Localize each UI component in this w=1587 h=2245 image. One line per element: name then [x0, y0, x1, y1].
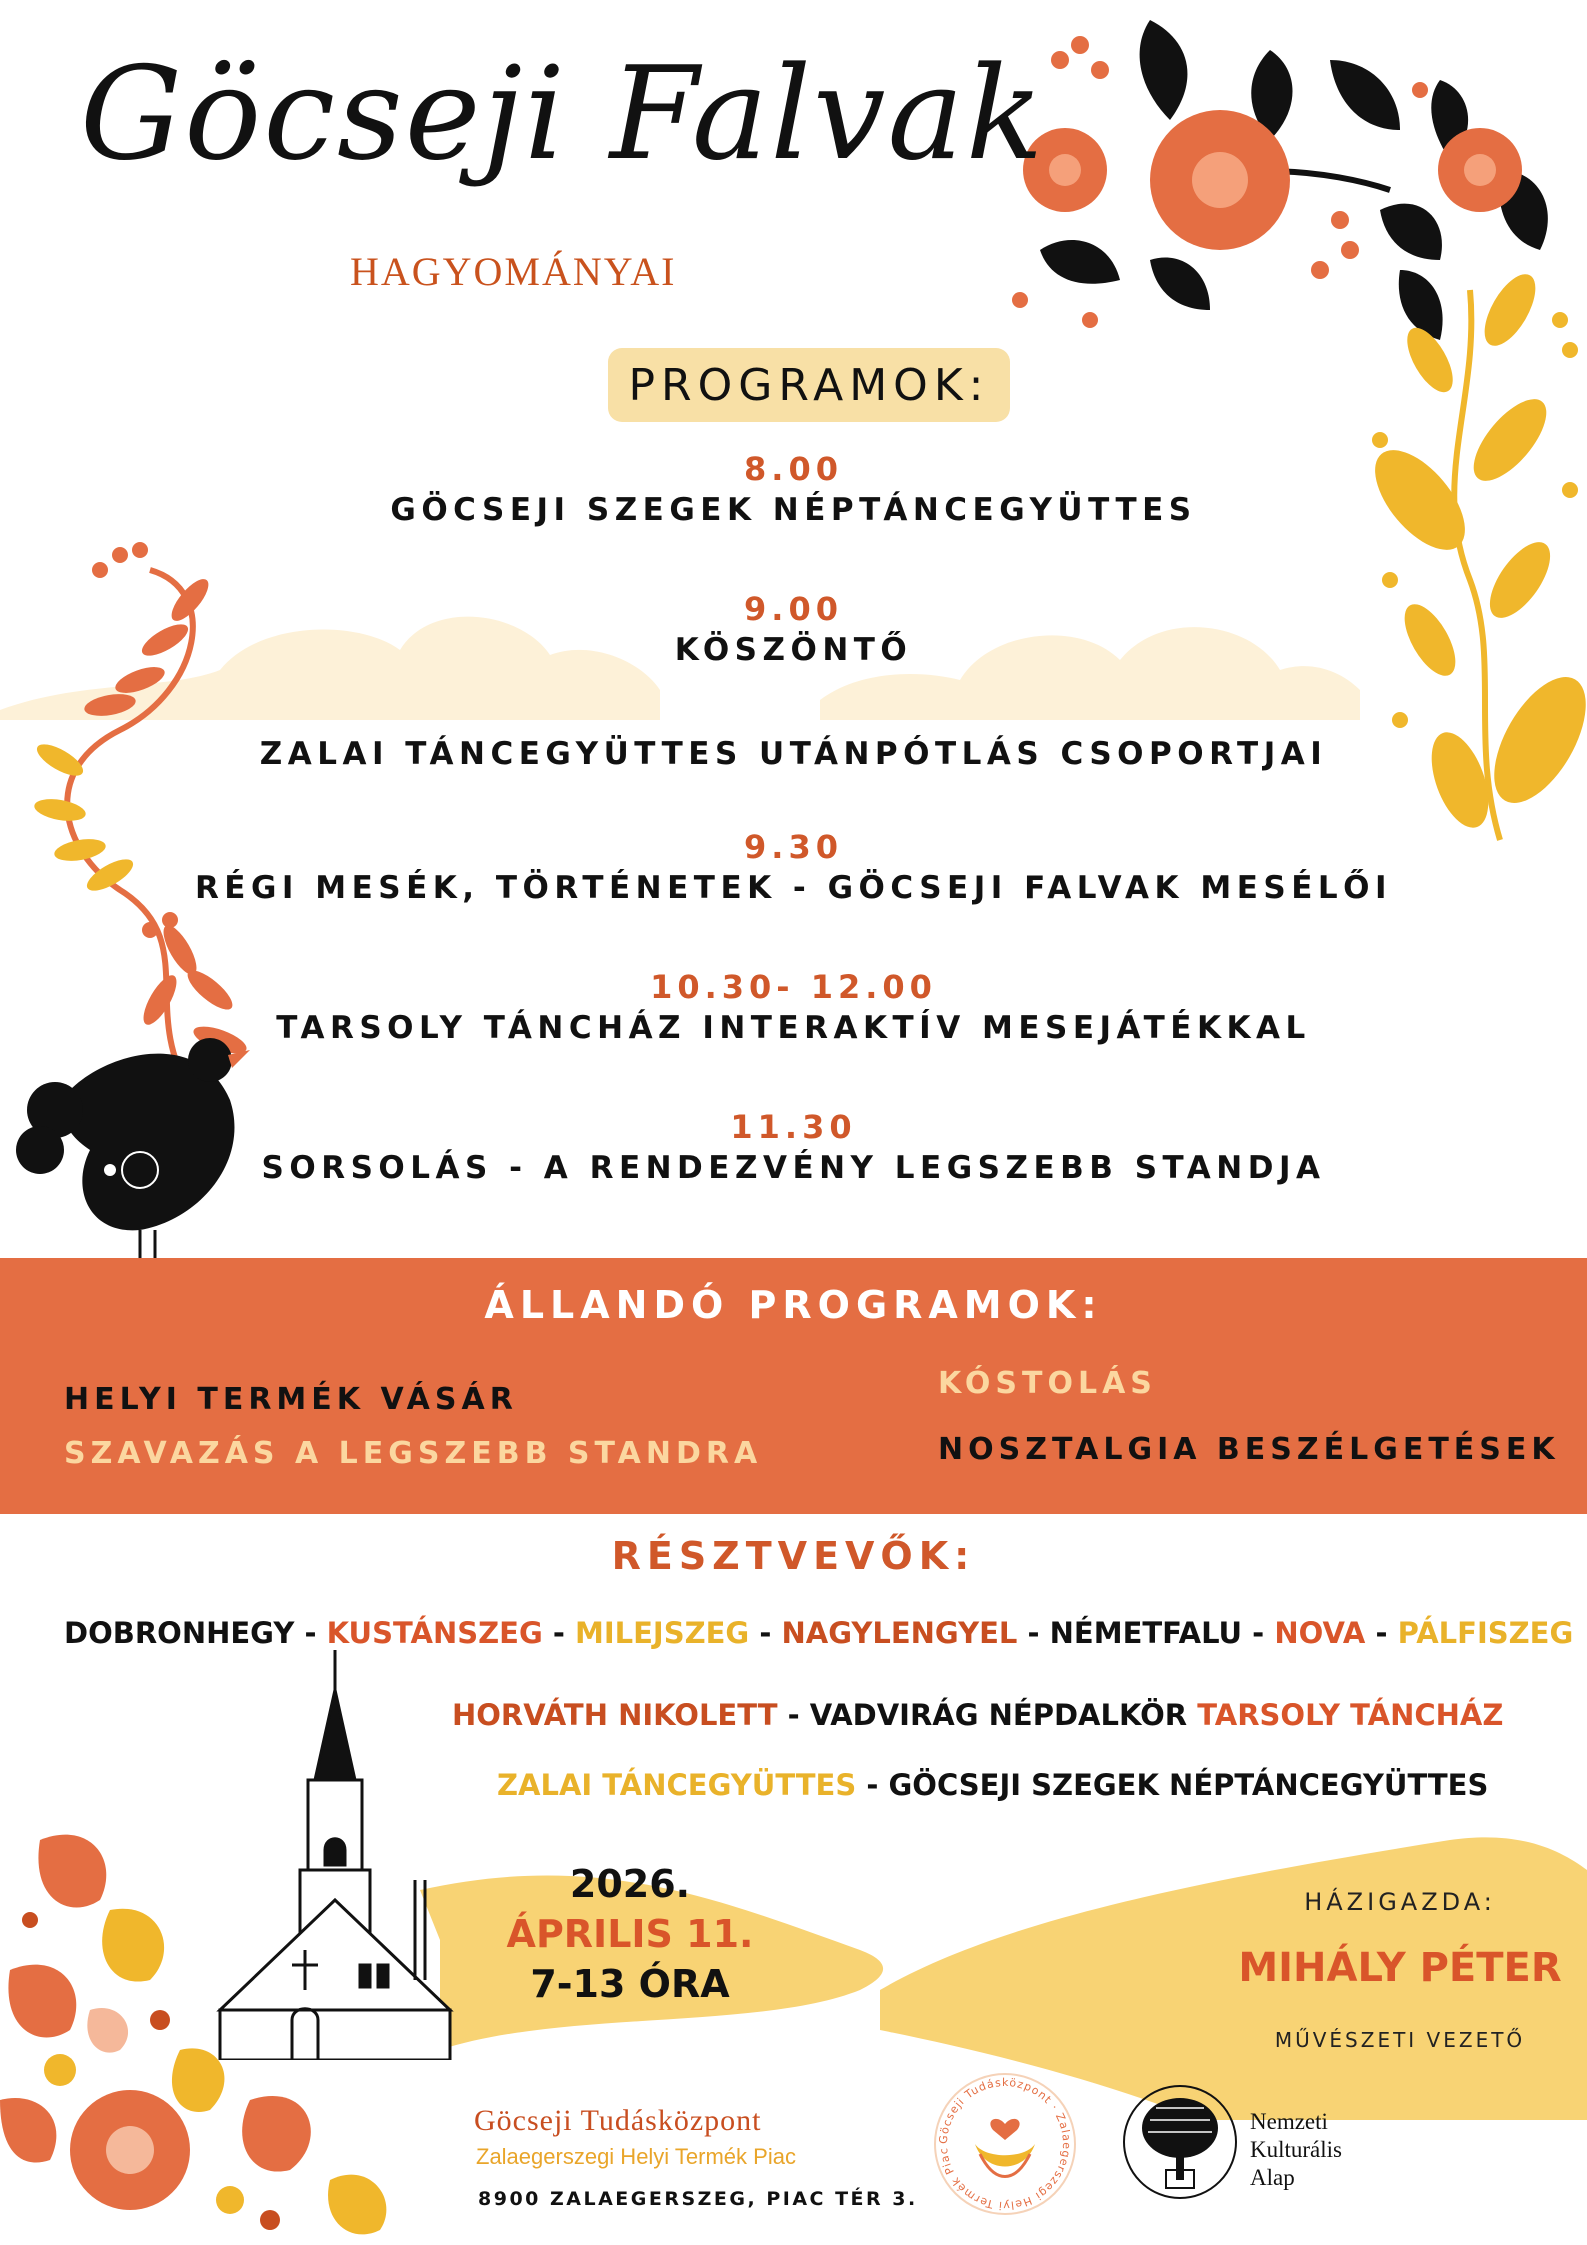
participant: DOBRONHEGY	[64, 1616, 295, 1650]
participant: KUSTÁNSZEG	[326, 1616, 543, 1650]
participant: TARSOLY TÁNCHÁZ	[1197, 1698, 1504, 1732]
host-label: HÁZIGAZDA:	[1304, 1888, 1496, 1916]
separator: -	[1017, 1616, 1050, 1650]
host-role: MŰVÉSZETI VEZETŐ	[1274, 2028, 1526, 2052]
permanent-item: HELYI TERMÉK VÁSÁR	[64, 1382, 518, 1417]
sponsor-name-line: Nemzeti	[1250, 2109, 1328, 2134]
separator	[1187, 1698, 1197, 1732]
program-time: 9.00	[744, 590, 843, 628]
event-day: ÁPRILIS 11.	[506, 1912, 754, 1956]
participant: VADVIRÁG NÉPDALKÖR	[809, 1698, 1188, 1732]
program-item	[0, 828, 1587, 906]
participants-row-3	[497, 1768, 1488, 1802]
program-name: GÖCSEJI SZEGEK NÉPTÁNCEGYÜTTES	[390, 492, 1197, 528]
separator: -	[856, 1768, 889, 1802]
program-name: KÖSZÖNTŐ	[674, 632, 913, 668]
separator: -	[1242, 1616, 1275, 1650]
program-name: SORSOLÁS - A RENDEZVÉNY LEGSZEBB STANDJA	[261, 1150, 1326, 1186]
program-name: ZALAI TÁNCEGYÜTTES UTÁNPÓTLÁS CSOPORTJAI	[259, 736, 1328, 772]
participant: GÖCSEJI SZEGEK NÉPTÁNCEGYÜTTES	[888, 1768, 1489, 1802]
separator: -	[777, 1698, 810, 1732]
organizer-logo-ring-text: Göcseji Tudásközpont · Zalaegerszegi Helyi Termék Piac	[936, 2075, 1074, 2213]
organizer-address: 8900 ZALAEGERSZEG, PIAC TÉR 3.	[478, 2188, 918, 2210]
participant: ZALAI TÁNCEGYÜTTES	[497, 1768, 857, 1802]
participant: NAGYLENGYEL	[781, 1616, 1018, 1650]
program-time: 10.30- 12.00	[650, 968, 937, 1006]
separator: -	[749, 1616, 782, 1650]
participant: NÉMETFALU	[1049, 1616, 1243, 1650]
event-title: Göcseji Falvak	[80, 40, 1046, 189]
permanent-item: KÓSTOLÁS	[938, 1366, 1157, 1401]
participant: MILEJSZEG	[574, 1616, 750, 1650]
program-item	[0, 450, 1587, 528]
program-time: 11.30	[730, 1108, 857, 1146]
participant: PÁLFISZEG	[1397, 1616, 1574, 1650]
sponsor-name-line: Alap	[1250, 2165, 1295, 2190]
sponsor-name-line: Kulturális	[1250, 2137, 1342, 2162]
program-name: TARSOLY TÁNCHÁZ INTERAKTÍV MESEJÁTÉKKAL	[276, 1010, 1311, 1046]
event-date	[480, 1862, 780, 2006]
program-item	[0, 732, 1587, 772]
programs-heading	[608, 348, 1010, 422]
program-item	[0, 590, 1587, 668]
event-year: 2026.	[569, 1862, 691, 1906]
organizer-name: Göcseji Tudásközpont	[474, 2104, 762, 2137]
program-item	[0, 968, 1587, 1046]
organizer-subtitle: Zalaegerszegi Helyi Termék Piac	[476, 2144, 796, 2169]
separator: -	[542, 1616, 575, 1650]
participant: NOVA	[1274, 1616, 1366, 1650]
program-time: 8.00	[744, 450, 843, 488]
floral-corner-bottom-left-decoration	[0, 1820, 460, 2245]
event-subtitle: HAGYOMÁNYAI	[350, 249, 677, 294]
event-hours: 7-13 ÓRA	[530, 1962, 730, 2006]
participants-row-2	[452, 1698, 1503, 1732]
organizer-logo-icon	[925, 2064, 1085, 2224]
participant: HORVÁTH NIKOLETT	[452, 1698, 778, 1732]
program-item	[0, 1108, 1587, 1186]
host-name: MIHÁLY PÉTER	[1238, 1945, 1562, 1991]
programs-heading-text: PROGRAMOK:	[628, 359, 990, 411]
sponsor-name	[1250, 2108, 1342, 2192]
permanent-item: SZAVAZÁS A LEGSZEBB STANDRA	[64, 1436, 763, 1471]
separator: -	[1365, 1616, 1398, 1650]
participants-row-1	[64, 1616, 1573, 1650]
program-time: 9.30	[744, 828, 843, 866]
program-name: RÉGI MESÉK, TÖRTÉNETEK - GÖCSEJI FALVAK MESÉLŐI	[194, 870, 1393, 906]
separator: -	[294, 1616, 327, 1650]
permanent-item: NOSZTALGIA BESZÉLGETÉSEK	[938, 1432, 1560, 1467]
svg-text:Göcseji Tudásközpont · Zalaege	[937, 2076, 1073, 2212]
sponsor-logo-icon	[1120, 2080, 1240, 2210]
participants-heading: RÉSZTVEVŐK:	[611, 1534, 976, 1578]
permanent-programs-heading: ÁLLANDÓ PROGRAMOK:	[484, 1283, 1103, 1327]
